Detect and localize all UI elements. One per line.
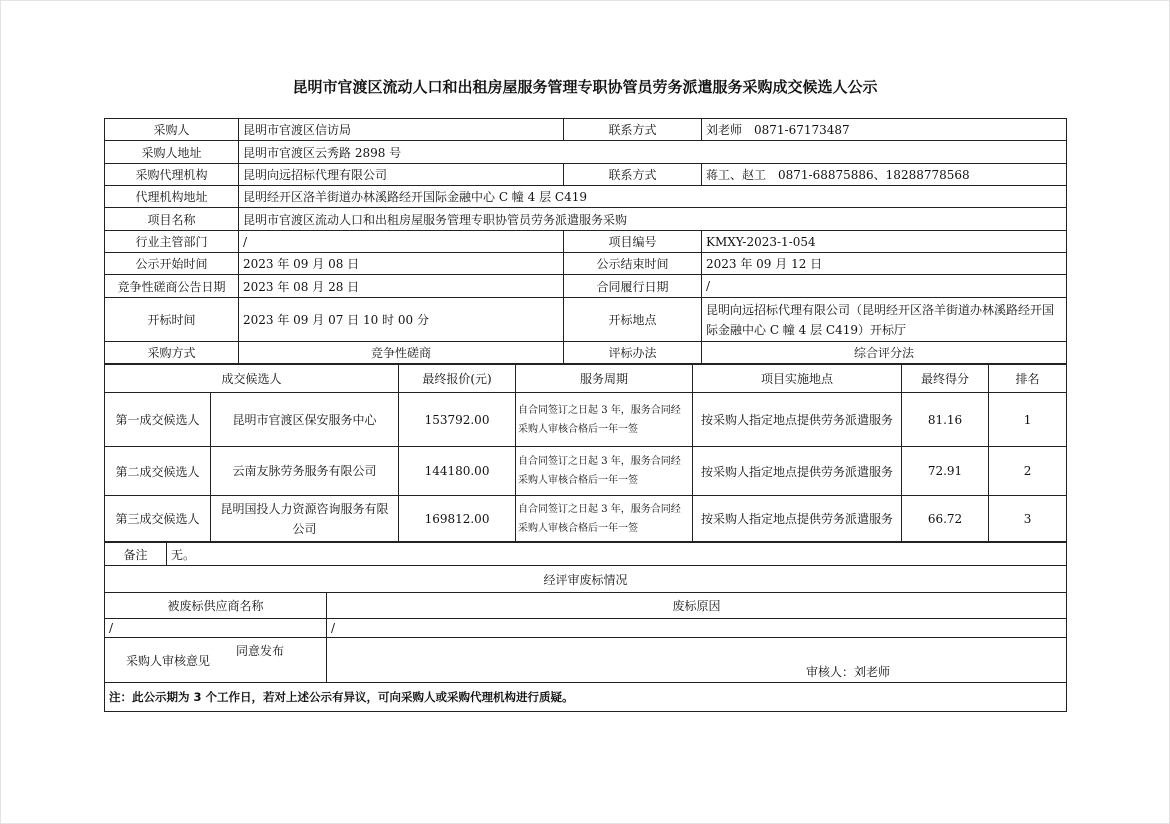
dept-value: / <box>239 231 564 253</box>
table-row <box>105 393 1067 447</box>
candidates-table <box>104 364 1067 542</box>
candidate-place: 按采购人指定地点提供劳务派遣服务 <box>693 447 902 496</box>
project-name-label: 项目名称 <box>105 208 239 231</box>
candidate-price: 153792.00 <box>399 393 516 447</box>
start-date-label: 公示开始时间 <box>105 253 239 275</box>
candidate-rank: 1 <box>989 393 1067 447</box>
contract-date-value: / <box>702 275 1067 298</box>
candidate-period: 自合同签订之日起 3 年，服务合同经采购人审核合格后一年一签 <box>516 496 693 542</box>
header-candidate: 成交候选人 <box>105 365 399 393</box>
remark-value: 无。 <box>167 543 1067 566</box>
rejected-supplier-value: / <box>105 619 327 638</box>
open-time-label: 开标时间 <box>105 298 239 342</box>
dept-label: 行业主管部门 <box>105 231 239 253</box>
candidate-price: 169812.00 <box>399 496 516 542</box>
candidate-score: 72.91 <box>902 447 989 496</box>
contact2-label: 联系方式 <box>564 164 702 186</box>
candidate-rank: 2 <box>989 447 1067 496</box>
end-date-value: 2023 年 09 月 12 日 <box>702 253 1067 275</box>
footer-note: 注：此公示期为 3 个工作日，若对上述公示有异议，可向采购人或采购代理机构进行质疑。 <box>105 683 1067 712</box>
eval-label: 评标办法 <box>564 342 702 364</box>
remark-label: 备注 <box>105 543 167 566</box>
start-date-value: 2023 年 09 月 08 日 <box>239 253 564 275</box>
purchaser-value: 昆明市官渡区信访局 <box>239 119 564 141</box>
purchaser-label: 采购人 <box>105 119 239 141</box>
open-place-value: 昆明向远招标代理有限公司（昆明经开区洛羊街道办林溪路经开国际金融中心 C 幢 4 层 C419）开标厅 <box>702 298 1067 342</box>
candidate-score: 66.72 <box>902 496 989 542</box>
review-section-title: 经评审废标情况 <box>105 566 1067 593</box>
agency-value: 昆明向远招标代理有限公司 <box>239 164 564 186</box>
header-price: 最终报价(元) <box>399 365 516 393</box>
approval-reviewer: 审核人：刘老师 <box>806 665 891 679</box>
header-score: 最终得分 <box>902 365 989 393</box>
open-time-value: 2023 年 09 月 07 日 10 时 00 分 <box>239 298 564 342</box>
candidate-period: 自合同签订之日起 3 年，服务合同经采购人审核合格后一年一签 <box>516 393 693 447</box>
approval-cell <box>232 638 972 683</box>
page-title: 昆明市官渡区流动人口和出租房屋服务管理专职协管员劳务派遣服务采购成交候选人公示 <box>292 78 878 96</box>
review-table <box>104 542 1067 712</box>
project-no-value: KMXY-2023-1-054 <box>702 231 1067 253</box>
candidate-rank-label: 第三成交候选人 <box>105 496 211 542</box>
project-name-value: 昆明市官渡区流动人口和出租房屋服务管理专职协管员劳务派遣服务采购 <box>239 208 1067 231</box>
candidate-rank: 3 <box>989 496 1067 542</box>
eval-value: 综合评分法 <box>702 342 1067 364</box>
approval-label: 采购人审核意见 <box>105 638 327 683</box>
header-place: 项目实施地点 <box>693 365 902 393</box>
end-date-label: 公示结束时间 <box>564 253 702 275</box>
table-row <box>105 447 1067 496</box>
open-place-label: 开标地点 <box>564 298 702 342</box>
agency-address-value: 昆明经开区洛羊街道办林溪路经开国际金融中心 C 幢 4 层 C419 <box>239 186 1067 208</box>
purchaser-address-value: 昆明市官渡区云秀路 2898 号 <box>239 141 1067 164</box>
candidate-place: 按采购人指定地点提供劳务派遣服务 <box>693 393 902 447</box>
agency-address-label: 代理机构地址 <box>105 186 239 208</box>
project-no-label: 项目编号 <box>564 231 702 253</box>
candidate-name: 昆明市官渡区保安服务中心 <box>211 393 399 447</box>
candidate-name: 昆明国投人力资源咨询服务有限公司 <box>211 496 399 542</box>
agency-label: 采购代理机构 <box>105 164 239 186</box>
announce-date-label: 竞争性磋商公告日期 <box>105 275 239 298</box>
method-label: 采购方式 <box>105 342 239 364</box>
header-rank: 排名 <box>989 365 1067 393</box>
announce-date-value: 2023 年 08 月 28 日 <box>239 275 564 298</box>
rejection-reason-header: 废标原因 <box>327 593 1067 619</box>
contract-date-label: 合同履行日期 <box>564 275 702 298</box>
contact1-value: 刘老师 0871-67173487 <box>702 119 1067 141</box>
candidate-price: 144180.00 <box>399 447 516 496</box>
purchaser-address-label: 采购人地址 <box>105 141 239 164</box>
candidate-score: 81.16 <box>902 393 989 447</box>
candidate-period: 自合同签订之日起 3 年，服务合同经采购人审核合格后一年一签 <box>516 447 693 496</box>
project-info-table <box>104 118 1067 364</box>
rejection-reason-value: / <box>327 619 1067 638</box>
candidate-rank-label: 第二成交候选人 <box>105 447 211 496</box>
approval-opinion: 同意发布 <box>236 644 285 658</box>
candidate-place: 按采购人指定地点提供劳务派遣服务 <box>693 496 902 542</box>
rejected-supplier-header: 被废标供应商名称 <box>105 593 327 619</box>
candidate-rank-label: 第一成交候选人 <box>105 393 211 447</box>
table-row <box>105 496 1067 542</box>
contact1-label: 联系方式 <box>564 119 702 141</box>
header-period: 服务周期 <box>516 365 693 393</box>
candidate-name: 云南友脉劳务服务有限公司 <box>211 447 399 496</box>
contact2-value: 蒋工、赵工 0871-68875886、18288778568 <box>702 164 1067 186</box>
method-value: 竞争性磋商 <box>239 342 564 364</box>
